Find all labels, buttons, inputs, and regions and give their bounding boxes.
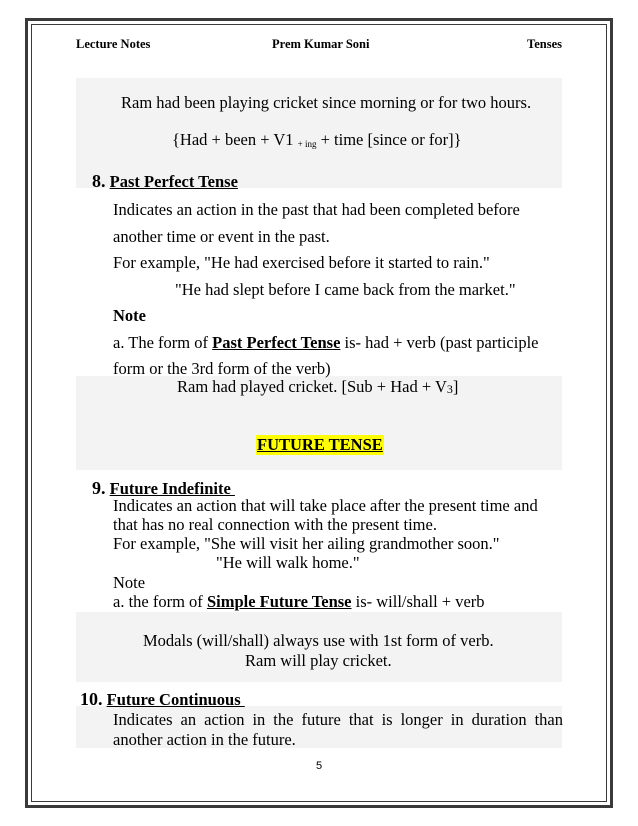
sec9-example: Ram will play cricket. — [245, 651, 392, 670]
sec9-title: Future Indefinite — [109, 479, 235, 498]
header-left: Lecture Notes — [76, 37, 151, 51]
sec8-example-post: ] — [452, 377, 459, 396]
sec8-note-post: is- had + verb (past participle — [340, 333, 539, 352]
sec8-example — [177, 377, 458, 397]
sec9-line1: Indicates an action that will take place after the present time and — [113, 496, 538, 515]
formula-pre: {Had + been + V1 — [172, 130, 294, 149]
sec8-number: 8. — [92, 171, 106, 191]
sec9-line2: that has no real connection with the present time. — [113, 515, 437, 534]
formula-subscript: + ing — [297, 139, 317, 149]
sec8-line2: another time or event in the past. — [113, 227, 330, 246]
sec8-note-line2: form or the 3rd form of the verb) — [113, 359, 331, 378]
sec8-note-term: Past Perfect Tense — [212, 333, 341, 352]
sec9-note-term: Simple Future Tense — [206, 592, 352, 611]
sec8-note-label: Note — [113, 306, 146, 325]
intro-formula — [172, 130, 462, 150]
sec9-note — [113, 592, 485, 612]
formula-post: + time [since or for]} — [320, 130, 462, 149]
sec9-note-label: Note — [113, 573, 146, 592]
sec9-line3: For example, "She will visit her ailing grandmother soon." — [113, 534, 500, 553]
sec8-title: Past Perfect Tense — [109, 172, 238, 191]
sec9-line4: "He will walk home." — [216, 553, 360, 572]
sec10-line1: Indicates an action in the future that is longer in duration than — [113, 710, 563, 729]
sec8-note-pre: a. The form of — [113, 333, 213, 352]
sec8-example-pre: Ram had played cricket. [Sub + Had + V — [177, 377, 447, 396]
sec10-title: Future Continuous — [106, 690, 245, 709]
sec10-heading — [80, 689, 245, 710]
sec10-number: 10. — [80, 689, 103, 709]
sec8-line3: For example, "He had exercised before it started to rain." — [113, 253, 490, 272]
header-right: Tenses — [527, 37, 562, 51]
sec9-note-pre: a. the form of — [113, 592, 207, 611]
header-author: Prem Kumar Soni — [272, 37, 370, 51]
sec9-number: 9. — [92, 478, 106, 498]
page-number: 5 — [315, 760, 323, 772]
sec8-heading — [92, 171, 238, 192]
sec10-line2: another action in the future. — [113, 730, 296, 749]
sec8-note — [113, 333, 539, 353]
sec8-example-sub: 3 — [446, 382, 453, 396]
page-header — [76, 37, 562, 53]
sec8-line4: "He had slept before I came back from the market." — [175, 280, 516, 299]
future-tense-heading: FUTURE TENSE — [257, 435, 383, 454]
intro-example: Ram had been playing cricket since morning or for two hours. — [121, 93, 532, 112]
sec9-modal: Modals (will/shall) always use with 1st form of verb. — [143, 631, 494, 650]
sec8-line1: Indicates an action in the past that had been completed before — [113, 200, 520, 219]
sec9-note-post: is- will/shall + verb — [351, 592, 485, 611]
